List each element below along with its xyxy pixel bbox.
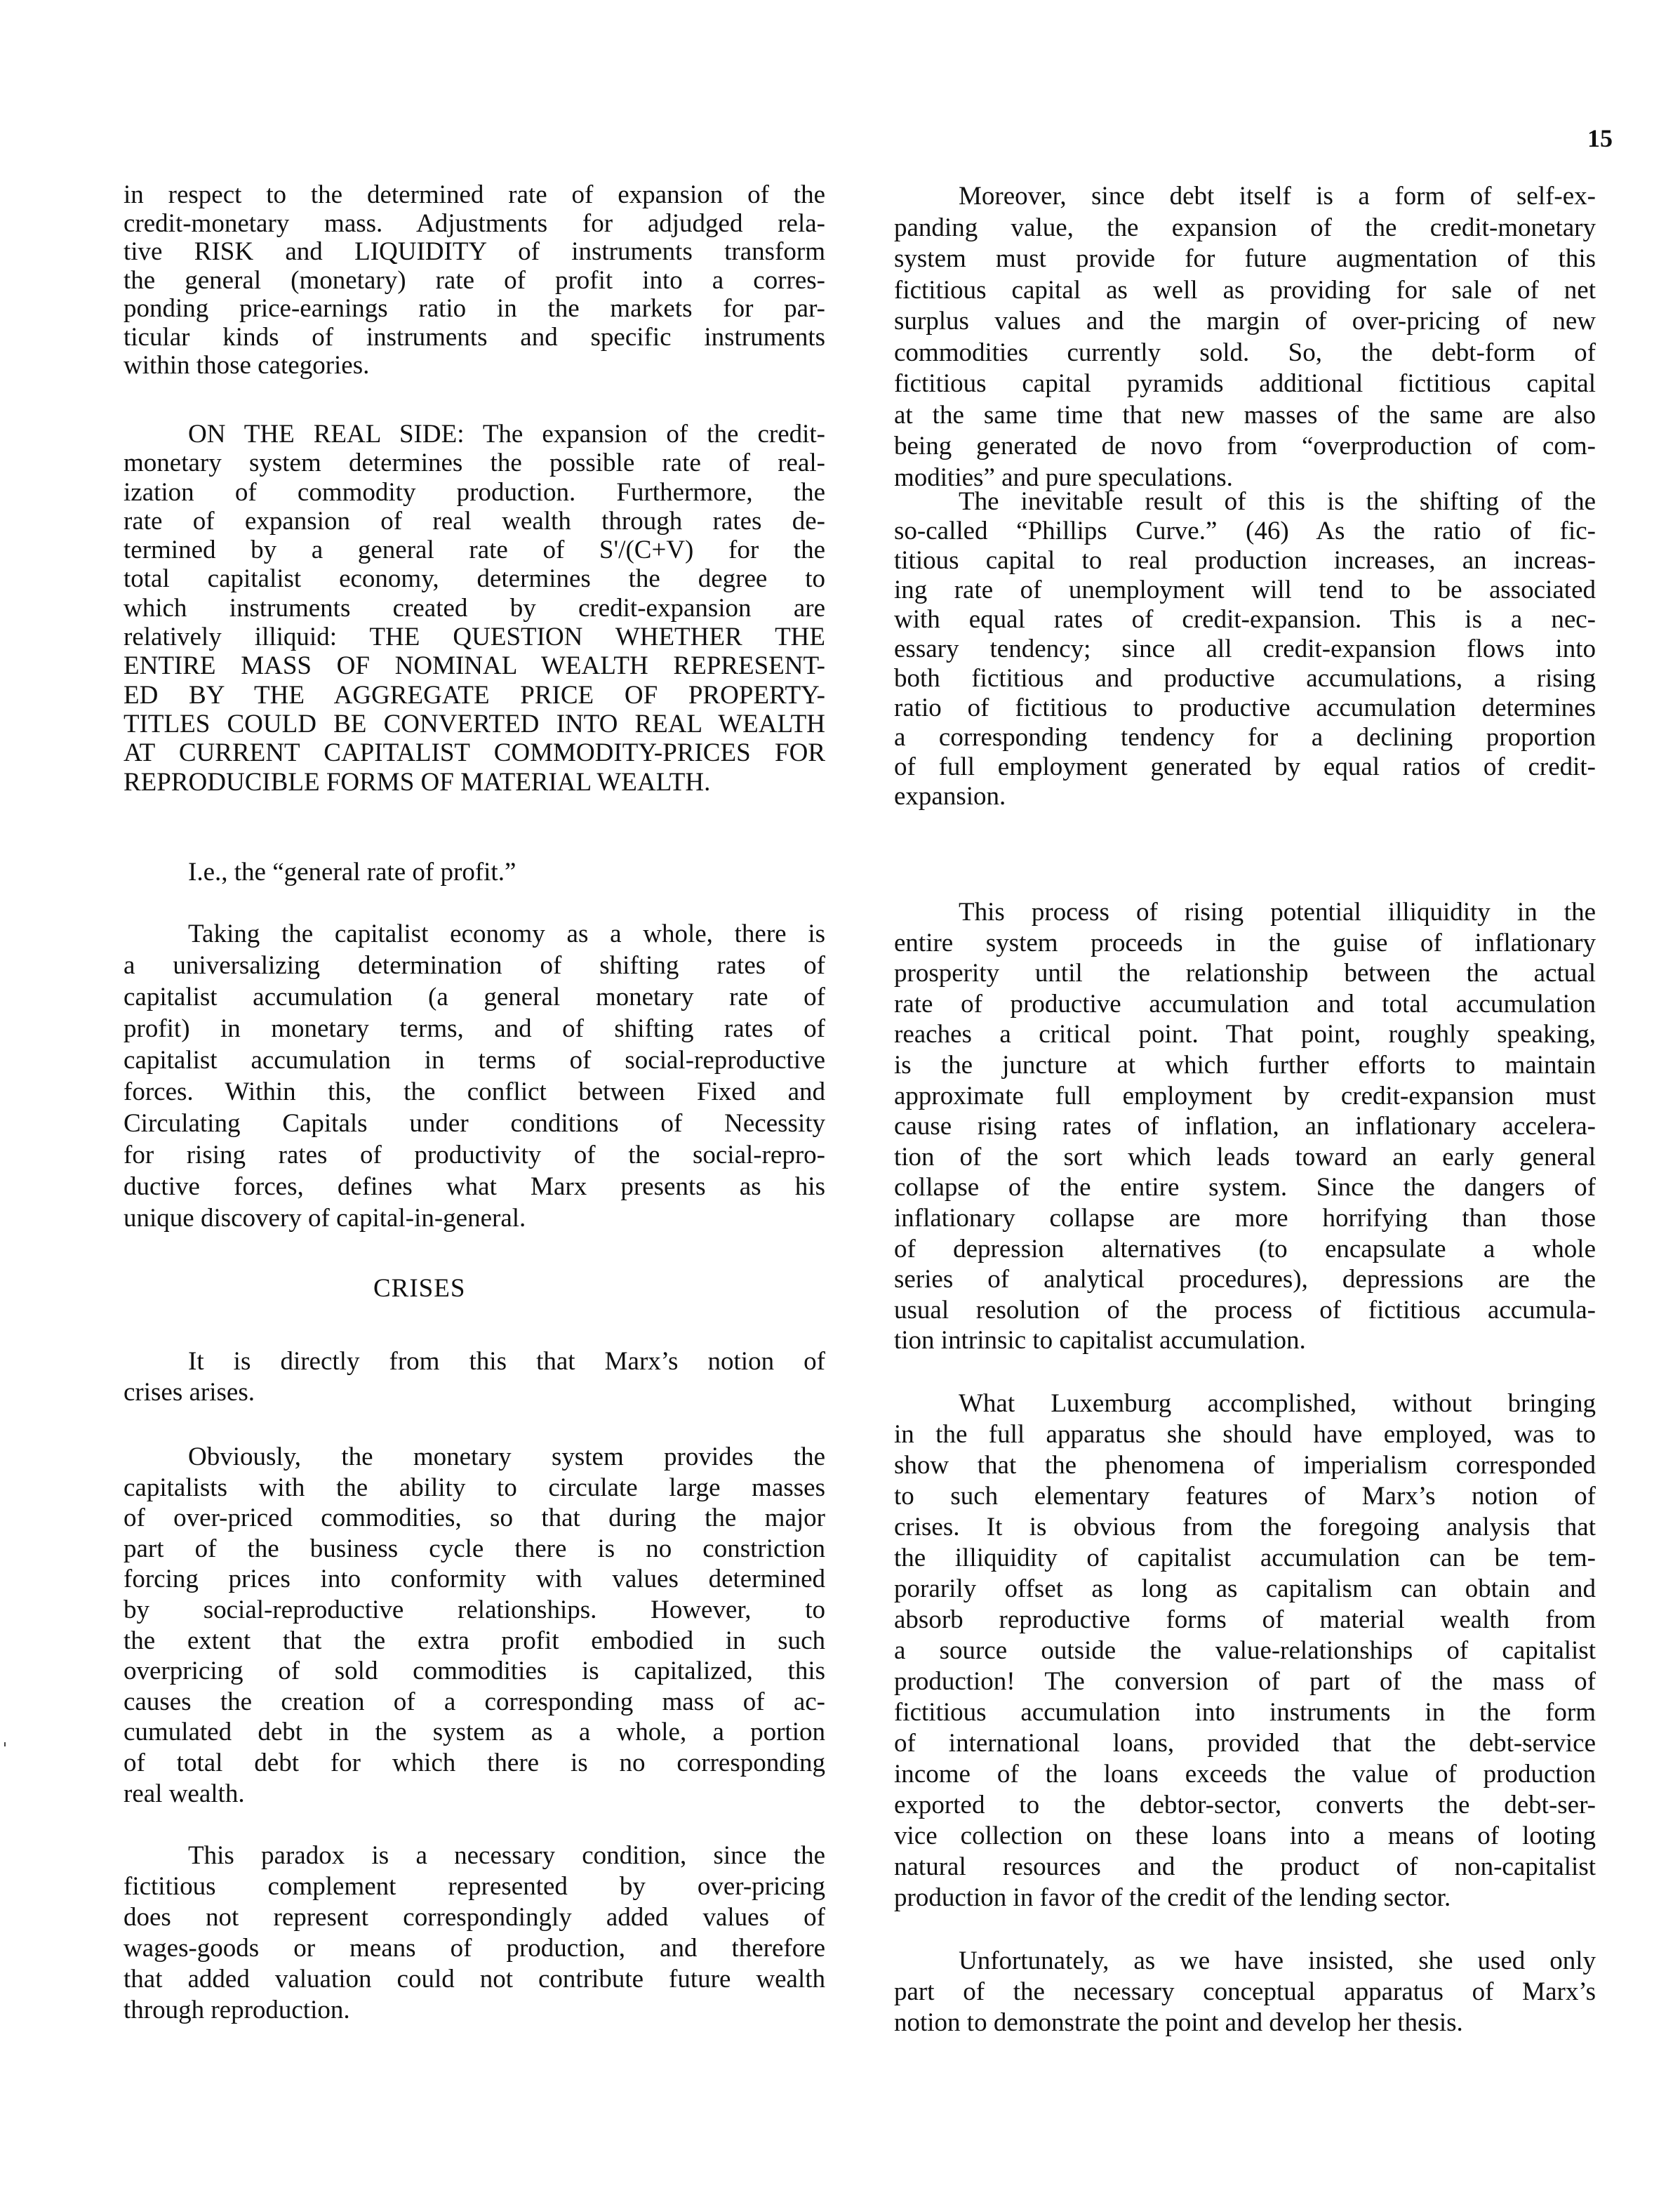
text-line: rate of productive accumulation and total accumulation xyxy=(894,989,1596,1019)
text-line: for rising rates of productivity of the social-repro- xyxy=(124,1141,825,1169)
text-line: series of analytical procedures), depressions are the xyxy=(894,1265,1596,1294)
page-number: 15 xyxy=(1587,124,1613,152)
text-line: show that the phenomena of imperialism corresponded xyxy=(894,1451,1596,1480)
text-line: capitalists with the ability to circulate large masses xyxy=(124,1473,825,1502)
text-line: ing rate of unemployment will tend to be associated xyxy=(894,576,1596,604)
text-line: real wealth. xyxy=(124,1779,245,1808)
text-line: Moreover, since debt itself is a form of self-ex- xyxy=(959,182,1596,211)
paragraph-obviously xyxy=(124,1442,825,1809)
text-line: essary tendency; since all credit-expansion flows into xyxy=(894,635,1596,663)
text-line: ductive forces, defines what Marx presents as his xyxy=(124,1172,825,1201)
text-line: inflationary collapse are more horrifying than those xyxy=(894,1203,1596,1233)
text-line: Obviously, the monetary system provides the xyxy=(188,1442,825,1471)
text-line: capitalist accumulation in terms of social-reproductive xyxy=(124,1046,825,1075)
text-line: a source outside the value-relationships of capitalist xyxy=(894,1636,1596,1665)
paragraph-luxemburg xyxy=(894,1388,1596,1913)
text-line: a universalizing determination of shifting rates of xyxy=(124,951,825,980)
text-line: entire system proceeds in the guise of inflationary xyxy=(894,928,1596,957)
text-line: of full employment generated by equal ratios of credit- xyxy=(894,752,1596,781)
text-line: I.e., the “general rate of profit.” xyxy=(188,858,516,887)
text-line: collapse of the entire system. Since the dangers of xyxy=(894,1173,1596,1202)
text-line: a corresponding tendency for a declining proportion xyxy=(894,723,1596,752)
text-line: forces. Within this, the conflict between Fixed and xyxy=(124,1077,825,1106)
text-line: profit) in monetary terms, and of shifting rates of xyxy=(124,1014,825,1043)
text-line: of international loans, provided that the debt-service xyxy=(894,1729,1596,1758)
text-line: forcing prices into conformity with values determined xyxy=(124,1565,825,1594)
text-line: of over-priced commodities, so that during the major xyxy=(124,1504,825,1533)
text-line: modities” and pure speculations. xyxy=(894,463,1233,492)
text-line: tive RISK and LIQUIDITY of instruments transform xyxy=(124,237,825,266)
text-line: fictitious complement represented by over-pricing xyxy=(124,1872,825,1901)
text-line: Unfortunately, as we have insisted, she used only xyxy=(959,1946,1596,1975)
text-line: both fictitious and productive accumulations, a rising xyxy=(894,664,1596,693)
text-line: to such elementary features of Marx’s notion of xyxy=(894,1482,1596,1511)
text-line: AT CURRENT CAPITALIST COMMODITY-PRICES FOR xyxy=(124,738,825,768)
text-line: that added valuation could not contribute future wealth xyxy=(124,1965,825,1994)
text-line: exported to the debtor-sector, converts the debt-ser- xyxy=(894,1791,1596,1819)
text-line: capitalist accumulation (a general monetary rate of xyxy=(124,983,825,1011)
text-line: usual resolution of the process of fictitious accumula- xyxy=(894,1295,1596,1325)
text-line: absorb reproductive forms of material wealth from xyxy=(894,1605,1596,1634)
text-line: the general (monetary) rate of profit into a corres- xyxy=(124,265,825,295)
text-line: ticular kinds of instruments and specific instruments xyxy=(124,322,825,352)
text-line: commodities currently sold. So, the debt-form of xyxy=(894,338,1596,367)
text-line: wages-goods or means of production, and therefore xyxy=(124,1934,825,1963)
text-line: in respect to the determined rate of expansion of the xyxy=(124,180,825,209)
paragraph-directly-from-this xyxy=(124,1346,825,1408)
paragraph-inevitable-result xyxy=(894,487,1596,811)
text-line: within those categories. xyxy=(124,351,370,380)
text-line: through reproduction. xyxy=(124,1996,350,2024)
text-line: part of the business cycle there is no constriction xyxy=(124,1534,825,1563)
text-line: Circulating Capitals under conditions of Necessity xyxy=(124,1109,825,1138)
text-line: monetary system determines the possible rate of real- xyxy=(124,449,825,478)
text-line: of depression alternatives (to encapsulate a whole xyxy=(894,1234,1596,1263)
text-line: with equal rates of credit-expansion. This is a nec- xyxy=(894,605,1596,634)
text-line: It is directly from this that Marx’s notion of xyxy=(188,1347,825,1376)
text-line: the extent that the extra profit embodied in such xyxy=(124,1626,825,1655)
paragraph-moreover xyxy=(894,181,1596,493)
text-line: REPRODUCIBLE FORMS OF MATERIAL WEALTH. xyxy=(124,767,711,797)
text-line: unique discovery of capital-in-general. xyxy=(124,1204,526,1233)
text-line: ED BY THE AGGREGATE PRICE OF PROPERTY- xyxy=(124,680,825,710)
text-line: ENTIRE MASS OF NOMINAL WEALTH REPRESENT- xyxy=(124,651,825,681)
text-line: rate of expansion of real wealth through rates de- xyxy=(124,506,825,536)
text-line: What Luxemburg accomplished, without bringing xyxy=(959,1389,1596,1418)
text-line: cumulated debt in the system as a whole, a portion xyxy=(124,1718,825,1747)
text-line: by social-reproductive relationships. However, to xyxy=(124,1595,825,1624)
text-line: of total debt for which there is no corresponding xyxy=(124,1748,825,1777)
text-line: Taking the capitalist economy as a whole, there is xyxy=(188,920,825,948)
text-line: ratio of fictitious to productive accumulation determines xyxy=(894,694,1596,722)
paragraph-this-paradox xyxy=(124,1840,825,2026)
text-line: vice collection on these loans into a means of looting xyxy=(894,1822,1596,1850)
paragraph-taking-capitalist-economy xyxy=(124,918,825,1234)
text-line: being generated de novo from “overproduction of com- xyxy=(894,432,1596,460)
paragraph-unfortunately xyxy=(894,1946,1596,2038)
text-line: tion of the sort which leads toward an early general xyxy=(894,1142,1596,1172)
text-line: in the full apparatus she should have employed, was to xyxy=(894,1420,1596,1449)
text-line: The inevitable result of this is the shifting of the xyxy=(959,487,1596,516)
paragraph-ie-general-rate xyxy=(124,858,825,887)
text-line: ization of commodity production. Furthermore, the xyxy=(124,477,825,507)
text-line: tion intrinsic to capitalist accumulation. xyxy=(894,1326,1306,1355)
text-line: production in favor of the credit of the lending sector. xyxy=(894,1883,1451,1912)
text-line: This process of rising potential illiquidity in the xyxy=(959,898,1596,927)
text-line: panding value, the expansion of the credit-monetary xyxy=(894,213,1596,242)
text-line: porarily offset as long as capitalism can obtain and xyxy=(894,1574,1596,1603)
text-line: does not represent correspondingly added values of xyxy=(124,1903,825,1932)
text-line: production! The conversion of part of the mass of xyxy=(894,1667,1596,1696)
text-line: titious capital to real production increases, an increas- xyxy=(894,546,1596,575)
text-line: expansion. xyxy=(894,782,1006,811)
paragraph-rising-illiquidity xyxy=(894,897,1596,1356)
text-line: prosperity until the relationship between the actual xyxy=(894,959,1596,988)
text-line: fictitious capital as well as providing for sale of net xyxy=(894,275,1596,305)
text-line: part of the necessary conceptual apparatus of Marx’s xyxy=(894,1977,1596,2006)
text-line: relatively illiquid: THE QUESTION WHETHER THE xyxy=(124,623,825,652)
text-line: income of the loans exceeds the value of production xyxy=(894,1760,1596,1789)
text-line: system must provide for future augmentation of this xyxy=(894,244,1596,273)
text-line: total capitalist economy, determines the degree to xyxy=(124,564,825,594)
paragraph-left-1 xyxy=(124,181,825,380)
text-line: crises. It is obvious from the foregoing analysis that xyxy=(894,1513,1596,1541)
text-line: reaches a critical point. That point, roughly speaking, xyxy=(894,1020,1596,1049)
text-line: approximate full employment by credit-expansion must xyxy=(894,1081,1596,1110)
paragraph-on-the-real-side xyxy=(124,420,825,797)
section-heading-crises: CRISES xyxy=(373,1274,466,1303)
text-line: ponding price-earnings ratio in the markets for par- xyxy=(124,294,825,323)
text-line: fictitious accumulation into instruments in the form xyxy=(894,1698,1596,1727)
text-line: natural resources and the product of non-capitalist xyxy=(894,1852,1596,1881)
text-line: surplus values and the margin of over-pricing of new xyxy=(894,307,1596,336)
text-line: the illiquidity of capitalist accumulation can be tem- xyxy=(894,1544,1596,1572)
text-line: termined by a general rate of S'/(C+V) for the xyxy=(124,536,825,565)
text-line: is the juncture at which further efforts to maintain xyxy=(894,1050,1596,1080)
text-line: notion to demonstrate the point and develop her thesis. xyxy=(894,2008,1463,2037)
text-line: credit-monetary mass. Adjustments for adjudged rela- xyxy=(124,208,825,238)
text-line: crises arises. xyxy=(124,1378,255,1407)
text-line: which instruments created by credit-expansion are xyxy=(124,593,825,623)
scan-margin-mark xyxy=(4,1742,6,1746)
text-line: overpricing of sold commodities is capitalized, this xyxy=(124,1657,825,1686)
text-line: cause rising rates of inflation, an inflationary accelera- xyxy=(894,1112,1596,1141)
text-line: at the same time that new masses of the same are also xyxy=(894,400,1596,430)
text-line: fictitious capital pyramids additional fictitious capital xyxy=(894,369,1596,398)
text-line: TITLES COULD BE CONVERTED INTO REAL WEALTH xyxy=(124,709,825,738)
text-line: This paradox is a necessary condition, since the xyxy=(188,1841,825,1870)
text-line: causes the creation of a corresponding mass of ac- xyxy=(124,1687,825,1716)
text-line: so-called “Phillips Curve.” (46) As the ratio of fic- xyxy=(894,517,1596,545)
text-line: ON THE REAL SIDE: The expansion of the credit- xyxy=(188,420,825,449)
